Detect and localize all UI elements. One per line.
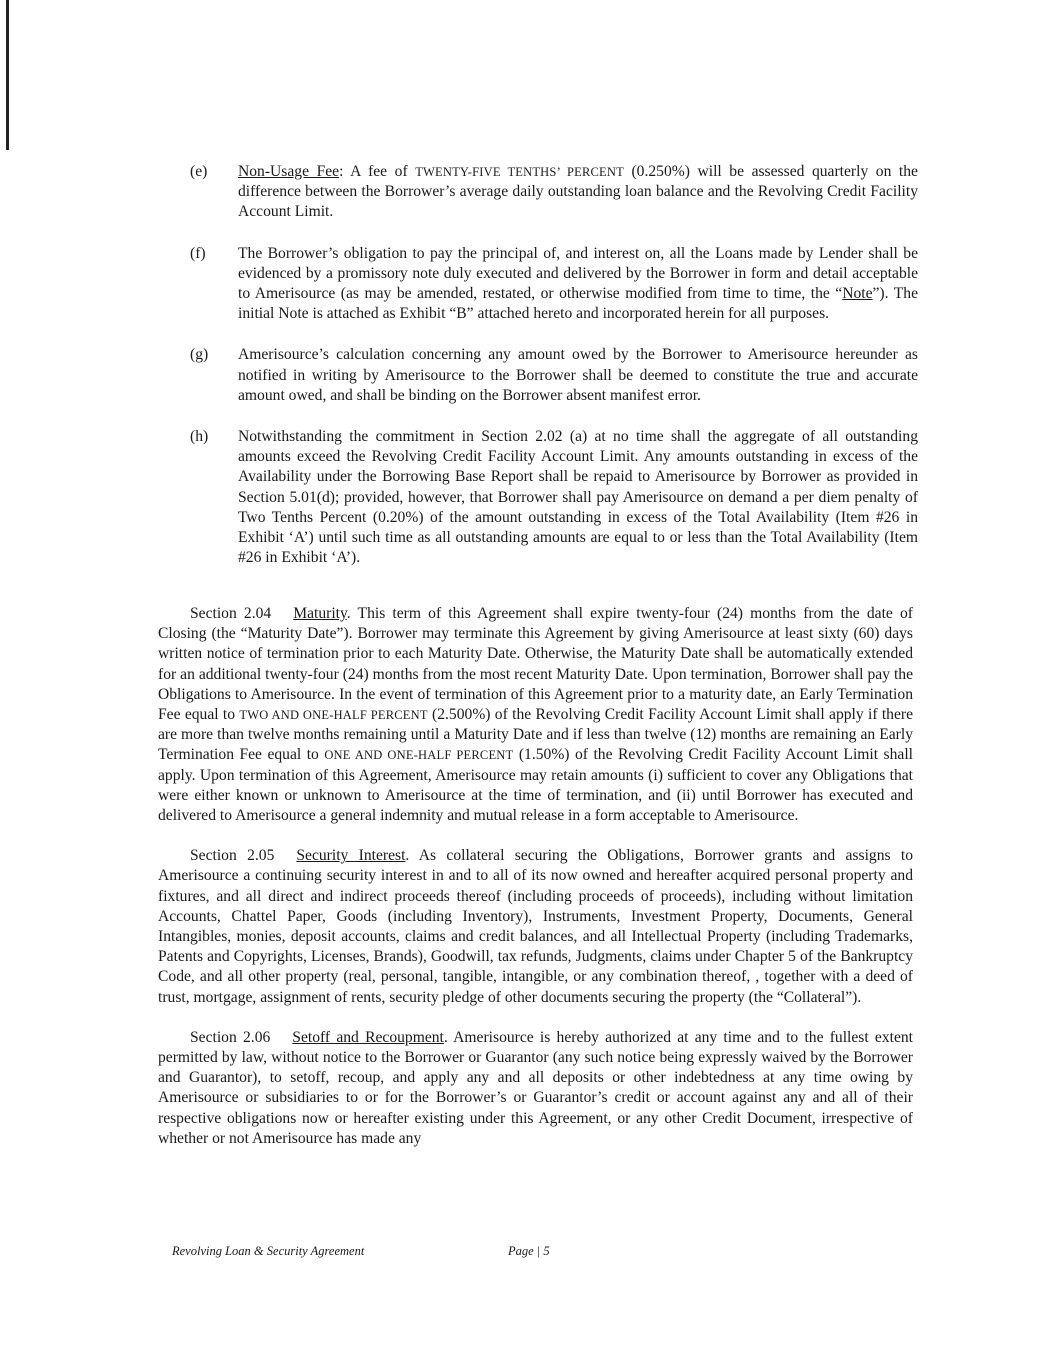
text-run: . This term of this Agreement shall expire twenty-four (24) months from the date of Closing (the “Maturity Date”). Borrower may terminate this Agreement by giving Amerisource at least sixty (60) days written notice of termination prior to each Maturity Date. Otherwise, the Maturity Date shall be automatically extended for an additional twenty-four (24) months from the most recent Maturity Date. Upon termination, Borrower shall pay the Obligations to Amerisource. In the event of termination of this Agreement prior to a maturity date, an Early Termination Fee equal to <box>158 605 913 724</box>
subsection-g <box>190 345 920 406</box>
text-run: (2.500%) of the Revolving Credit Facility Account Limit shall apply if there are more than twelve months remaining until a Maturity Date and if less than twelve (12) months are remaining an Early Termination Fee equal to <box>158 706 914 764</box>
small-caps-run: TWO AND ONE-HALF PERCENT <box>239 708 428 723</box>
item-label: (e) <box>190 163 208 180</box>
section-2-05 <box>158 846 913 1008</box>
text-run: . As collateral securing the Obligations, Borrower grants and assigns to Amerisource a continuing security interest in and to all of its now owned and hereafter acquired personal property and fixtures, and all direct and indirect proceeds thereof (including proceeds of proceeds), including without limitation Accounts, Chattel Paper, Goods (including Inventory), Instruments, Investment Property, Documents, General Intangibles, monies, deposit accounts, claims and credit balances, and all Intellectual Property (including Trademarks, Patents and Copyrights, Licenses, Brands), Goodwill, tax refunds, Judgments, claims under Chapter 5 of the Bankruptcy Code, and all other property (real, personal, tangible, intangible, or any combination thereof, , together with a deed of trust, mortgage, assignment of rents, security pledge of other documents securing the property (the “Collateral”). <box>158 847 913 1006</box>
section-2-04 <box>158 604 913 826</box>
subsection-e <box>190 162 920 223</box>
text-run: ”). The initial Note is attached as Exhibit “B” attached hereto and incorporated herein for all purposes. <box>238 285 918 323</box>
text-run: (0.250%) will be assessed quarterly on the difference between the Borrower’s average daily outstanding loan balance and the Revolving Credit Facility Account Limit. <box>238 163 918 221</box>
page-number: Page | 5 <box>508 1244 550 1258</box>
text-run: : A fee of <box>339 163 416 180</box>
item-heading: Non-Usage Fee <box>238 163 340 180</box>
text-run: (1.50%) of the Revolving Credit Facility Account Limit shall apply. Upon termination of this Agreement, Amerisource may retain amounts (i) sufficient to cover any Obligations that were either known or unknown to Amerisource at the time of termination, and (ii) until Borrower has executed and delivered to Amerisource a general indemnity and mutual release in a form acceptable to Amerisource. <box>158 746 914 825</box>
section-number: Section 2.04 <box>190 605 272 622</box>
subsection-f <box>190 244 920 325</box>
item-text <box>238 244 918 325</box>
item-label: (h) <box>190 428 209 446</box>
item-label: (g) <box>190 346 209 364</box>
section-number: Section 2.05 <box>190 847 275 865</box>
section-2-06 <box>158 1028 913 1149</box>
defined-term: Note <box>842 285 873 303</box>
item-text: Notwithstanding the commitment in Section 2.02 (a) at no time shall the aggregate of all outstanding amounts exceed the Revolving Credit Facility Account Limit. Any amounts outstanding in excess of the Availability under the Borrowing Base Report shall be repaid to Amerisource by Borrower as provided in Section 5.01(d); provided, however, that Borrower shall pay Amerisource on demand a per diem penalty of Two Tenths Percent (0.20%) of the amount outstanding in excess of the Total Availability (Item #26 in Exhibit ‘A’) until such time as all outstanding amounts are equal to or less than the Total Availability (Item #26 in Exhibit ‘A’). <box>238 428 918 567</box>
item-text: Amerisource’s calculation concerning any amount owed by the Borrower to Amerisource hereunder as notified in writing by Amerisource to the Borrower shall be deemed to constitute the true and accurate amount owed, and shall be binding on the Borrower absent manifest error. <box>238 346 918 404</box>
section-heading: Security Interest <box>296 847 406 865</box>
section-heading: Setoff and Recoupment <box>292 1028 444 1046</box>
text-run: The Borrower’s obligation to pay the principal of, and interest on, all the Loans made by Lender shall be evidenced by a promissory note duly executed and delivered by the Borrower in form and detail acceptable to Amerisource (as may be amended, restated, or otherwise modified from time to time, the “ <box>238 244 918 303</box>
small-caps-run: ONE AND ONE-HALF PERCENT <box>324 748 514 763</box>
section-number: Section 2.06 <box>190 1028 271 1046</box>
small-caps-run: TWENTY-FIVE TENTHS’ PERCENT <box>415 165 624 179</box>
subsection-list <box>190 162 920 589</box>
item-text <box>238 162 918 223</box>
text-run: . Amerisource is hereby authorized at any time and to the fullest extent permitted by law, without notice to the Borrower or Guarantor (any such notice being expressly waived by the Borrower and Guarantor), to setoff, recoup, and apply any and all deposits or other indebtedness at any time owing by Amerisource or subsidiaries to or for the Borrower’s or Guarantor’s credit or account against any and all of their respective obligations now or hereafter existing under this Agreement, or any other Credit Document, irrespective of whether or not Amerisource has made any <box>158 1028 914 1147</box>
section-list <box>158 604 913 1169</box>
subsection-h <box>190 427 920 568</box>
footer-title: Revolving Loan & Security Agreement <box>172 1244 365 1258</box>
section-heading: Maturity <box>293 605 347 622</box>
item-label: (f) <box>190 244 206 262</box>
